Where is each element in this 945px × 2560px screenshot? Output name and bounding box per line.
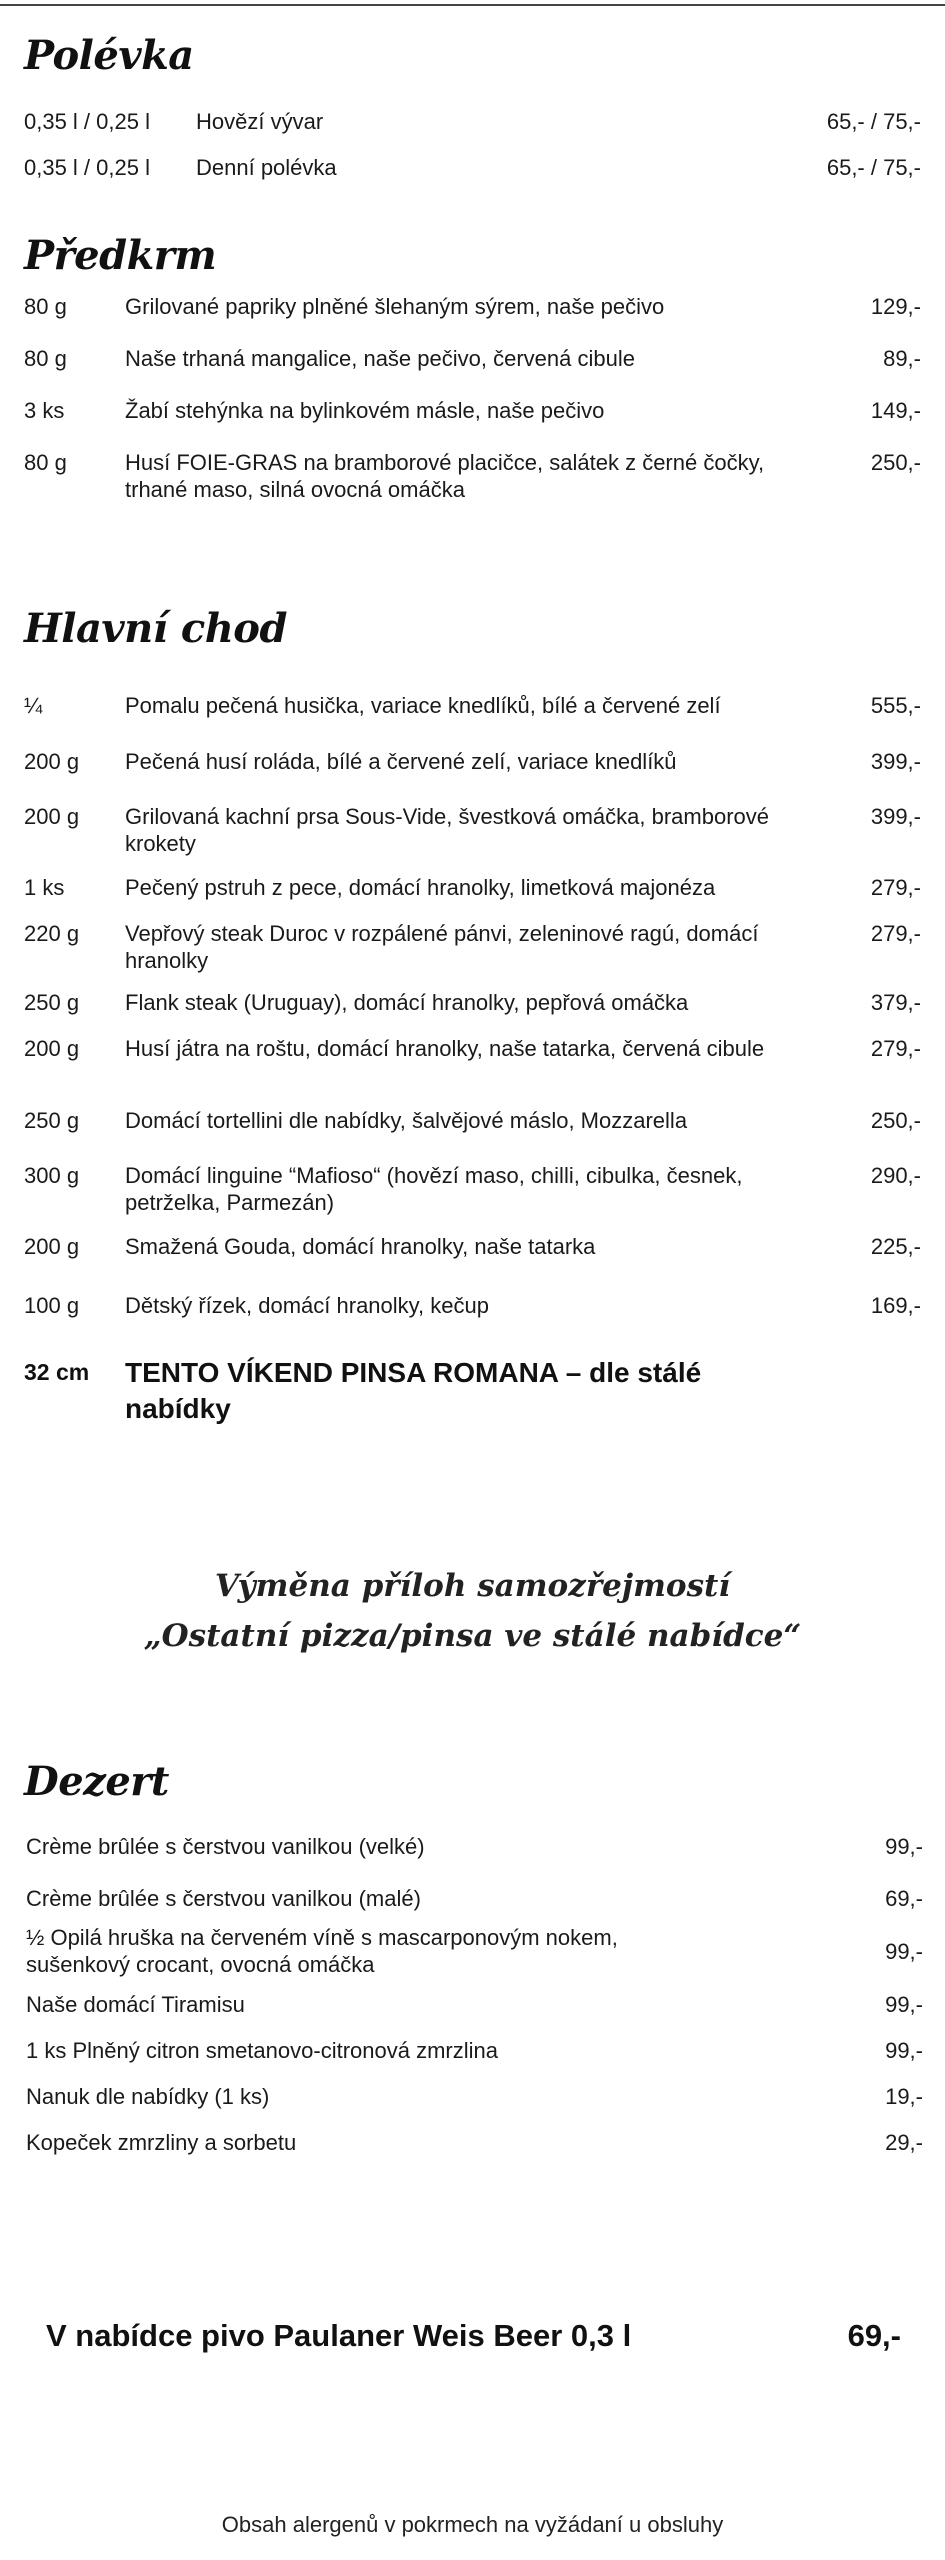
item-name: Denní polévka: [196, 155, 337, 180]
item-name: Domácí linguine “Mafioso“ (hovězí maso, chilli, cibulka, česnek, petrželka, Parmezán): [125, 1163, 743, 1215]
section-heading-dessert: Dezert: [24, 1758, 169, 1805]
item-quantity: 80 g: [24, 294, 67, 319]
item-price: 89,-: [883, 346, 921, 371]
top-rule: [0, 4, 945, 6]
item-price: 65,- / 75,-: [826, 109, 921, 134]
pizza-note: „Ostatní pizza/pinsa ve stálé nabídce“: [143, 1618, 802, 1654]
pinsa-text: TENTO VÍKEND PINSA ROMANA – dle stálé nabídky: [125, 1357, 702, 1424]
item-name: Pečený pstruh z pece, domácí hranolky, limetková majonéza: [125, 875, 716, 900]
section-heading-main: Hlavní chod: [24, 605, 287, 652]
item-quantity: 200 g: [24, 1234, 80, 1259]
item-name: Flank steak (Uruguay), domácí hranolky, pepřová omáčka: [125, 990, 689, 1015]
item-quantity: 220 g: [24, 921, 80, 946]
item-price: 279,-: [870, 921, 921, 946]
item-price: 250,-: [870, 450, 921, 475]
item-quantity: 250 g: [24, 990, 80, 1015]
item-name: Domácí tortellini dle nabídky, šalvějové máslo, Mozzarella: [125, 1108, 688, 1133]
item-price: 99,-: [885, 1834, 923, 1859]
item-name: Husí játra na roštu, domácí hranolky, naše tatarka, červená cibule: [125, 1036, 765, 1061]
item-quantity: 3 ks: [24, 398, 65, 423]
item-name: 1 ks Plněný citron smetanovo-citronová zmrzlina: [26, 2038, 498, 2063]
item-name: Hovězí vývar: [196, 109, 324, 134]
item-quantity: 0,35 l / 0,25 l: [24, 155, 150, 180]
item-price: 99,-: [885, 1939, 923, 1964]
item-price: 69,-: [885, 1886, 923, 1911]
item-quantity: 250 g: [24, 1108, 80, 1133]
item-price: 399,-: [870, 749, 921, 774]
item-quantity: 1 ks: [24, 875, 65, 900]
item-quantity: 100 g: [24, 1293, 80, 1318]
item-price: 149,-: [870, 398, 921, 423]
item-price: 129,-: [870, 294, 921, 319]
item-name: Crème brûlée s čerstvou vanilkou (velké): [26, 1834, 425, 1859]
section-heading-starter: Předkrm: [24, 232, 217, 279]
item-price: 279,-: [870, 875, 921, 900]
item-name: Grilované papriky plněné šlehaným sýrem, naše pečivo: [125, 294, 665, 319]
item-name: Pomalu pečená husička, variace knedlíků, bílé a červené zelí: [125, 693, 721, 718]
item-price: 279,-: [870, 1036, 921, 1061]
item-price: 225,-: [870, 1234, 921, 1259]
item-price: 169,-: [870, 1293, 921, 1318]
item-name: Kopeček zmrzliny a sorbetu: [26, 2130, 297, 2155]
item-name: Naše trhaná mangalice, naše pečivo, červená cibule: [125, 346, 635, 371]
allergen-note: Obsah alergenů v pokrmech na vyžádaní u obsluhy: [221, 2512, 724, 2537]
item-quantity: 200 g: [24, 749, 80, 774]
item-quantity: 200 g: [24, 804, 80, 829]
item-name: ½ Opilá hruška na červeném víně s mascarponovým nokem, sušenkový crocant, ovocná omáčka: [26, 1925, 618, 1977]
item-price: 250,-: [870, 1108, 921, 1133]
item-price: 399,-: [870, 804, 921, 829]
item-name: Vepřový steak Duroc v rozpálené pánvi, zeleninové ragú, domácí hranolky: [125, 921, 759, 973]
item-price: 19,-: [885, 2084, 923, 2109]
item-name: Naše domácí Tiramisu: [26, 1992, 245, 2017]
item-price: 29,-: [885, 2130, 923, 2155]
item-name: Smažená Gouda, domácí hranolky, naše tatarka: [125, 1234, 596, 1259]
item-price: 65,- / 75,-: [826, 155, 921, 180]
item-price: 379,-: [870, 990, 921, 1015]
item-name: Dětský řízek, domácí hranolky, kečup: [125, 1293, 489, 1318]
beer-price: 69,-: [847, 2318, 901, 2353]
item-name: Crème brûlée s čerstvou vanilkou (malé): [26, 1886, 421, 1911]
item-name: Nanuk dle nabídky (1 ks): [26, 2084, 270, 2109]
beer-name: V nabídce pivo Paulaner Weis Beer 0,3 l: [46, 2318, 632, 2353]
item-name: Husí FOIE-GRAS na bramborové placičce, salátek z černé čočky, trhané maso, silná ovocná omáčka: [125, 450, 765, 502]
item-price: 99,-: [885, 2038, 923, 2063]
item-price: 555,-: [870, 693, 921, 718]
item-quantity: 80 g: [24, 450, 67, 475]
item-price: 99,-: [885, 1992, 923, 2017]
item-quantity: 300 g: [24, 1163, 80, 1188]
item-price: 290,-: [870, 1163, 921, 1188]
item-name: Grilovaná kachní prsa Sous-Vide, švestková omáčka, bramborové krokety: [125, 804, 770, 856]
item-name: Žabí stehýnka na bylinkovém másle, naše pečivo: [125, 398, 605, 423]
side-dish-note: Výměna příloh samozřejmostí: [214, 1568, 731, 1604]
item-quantity: 0,35 l / 0,25 l: [24, 109, 150, 134]
pinsa-size: 32 cm: [24, 1359, 90, 1385]
section-heading-soup: Polévka: [24, 32, 194, 79]
item-quantity: 200 g: [24, 1036, 80, 1061]
item-name: Pečená husí roláda, bílé a červené zelí, variace knedlíků: [125, 749, 677, 774]
item-quantity: 80 g: [24, 346, 67, 371]
item-quantity: ¼: [24, 693, 43, 718]
